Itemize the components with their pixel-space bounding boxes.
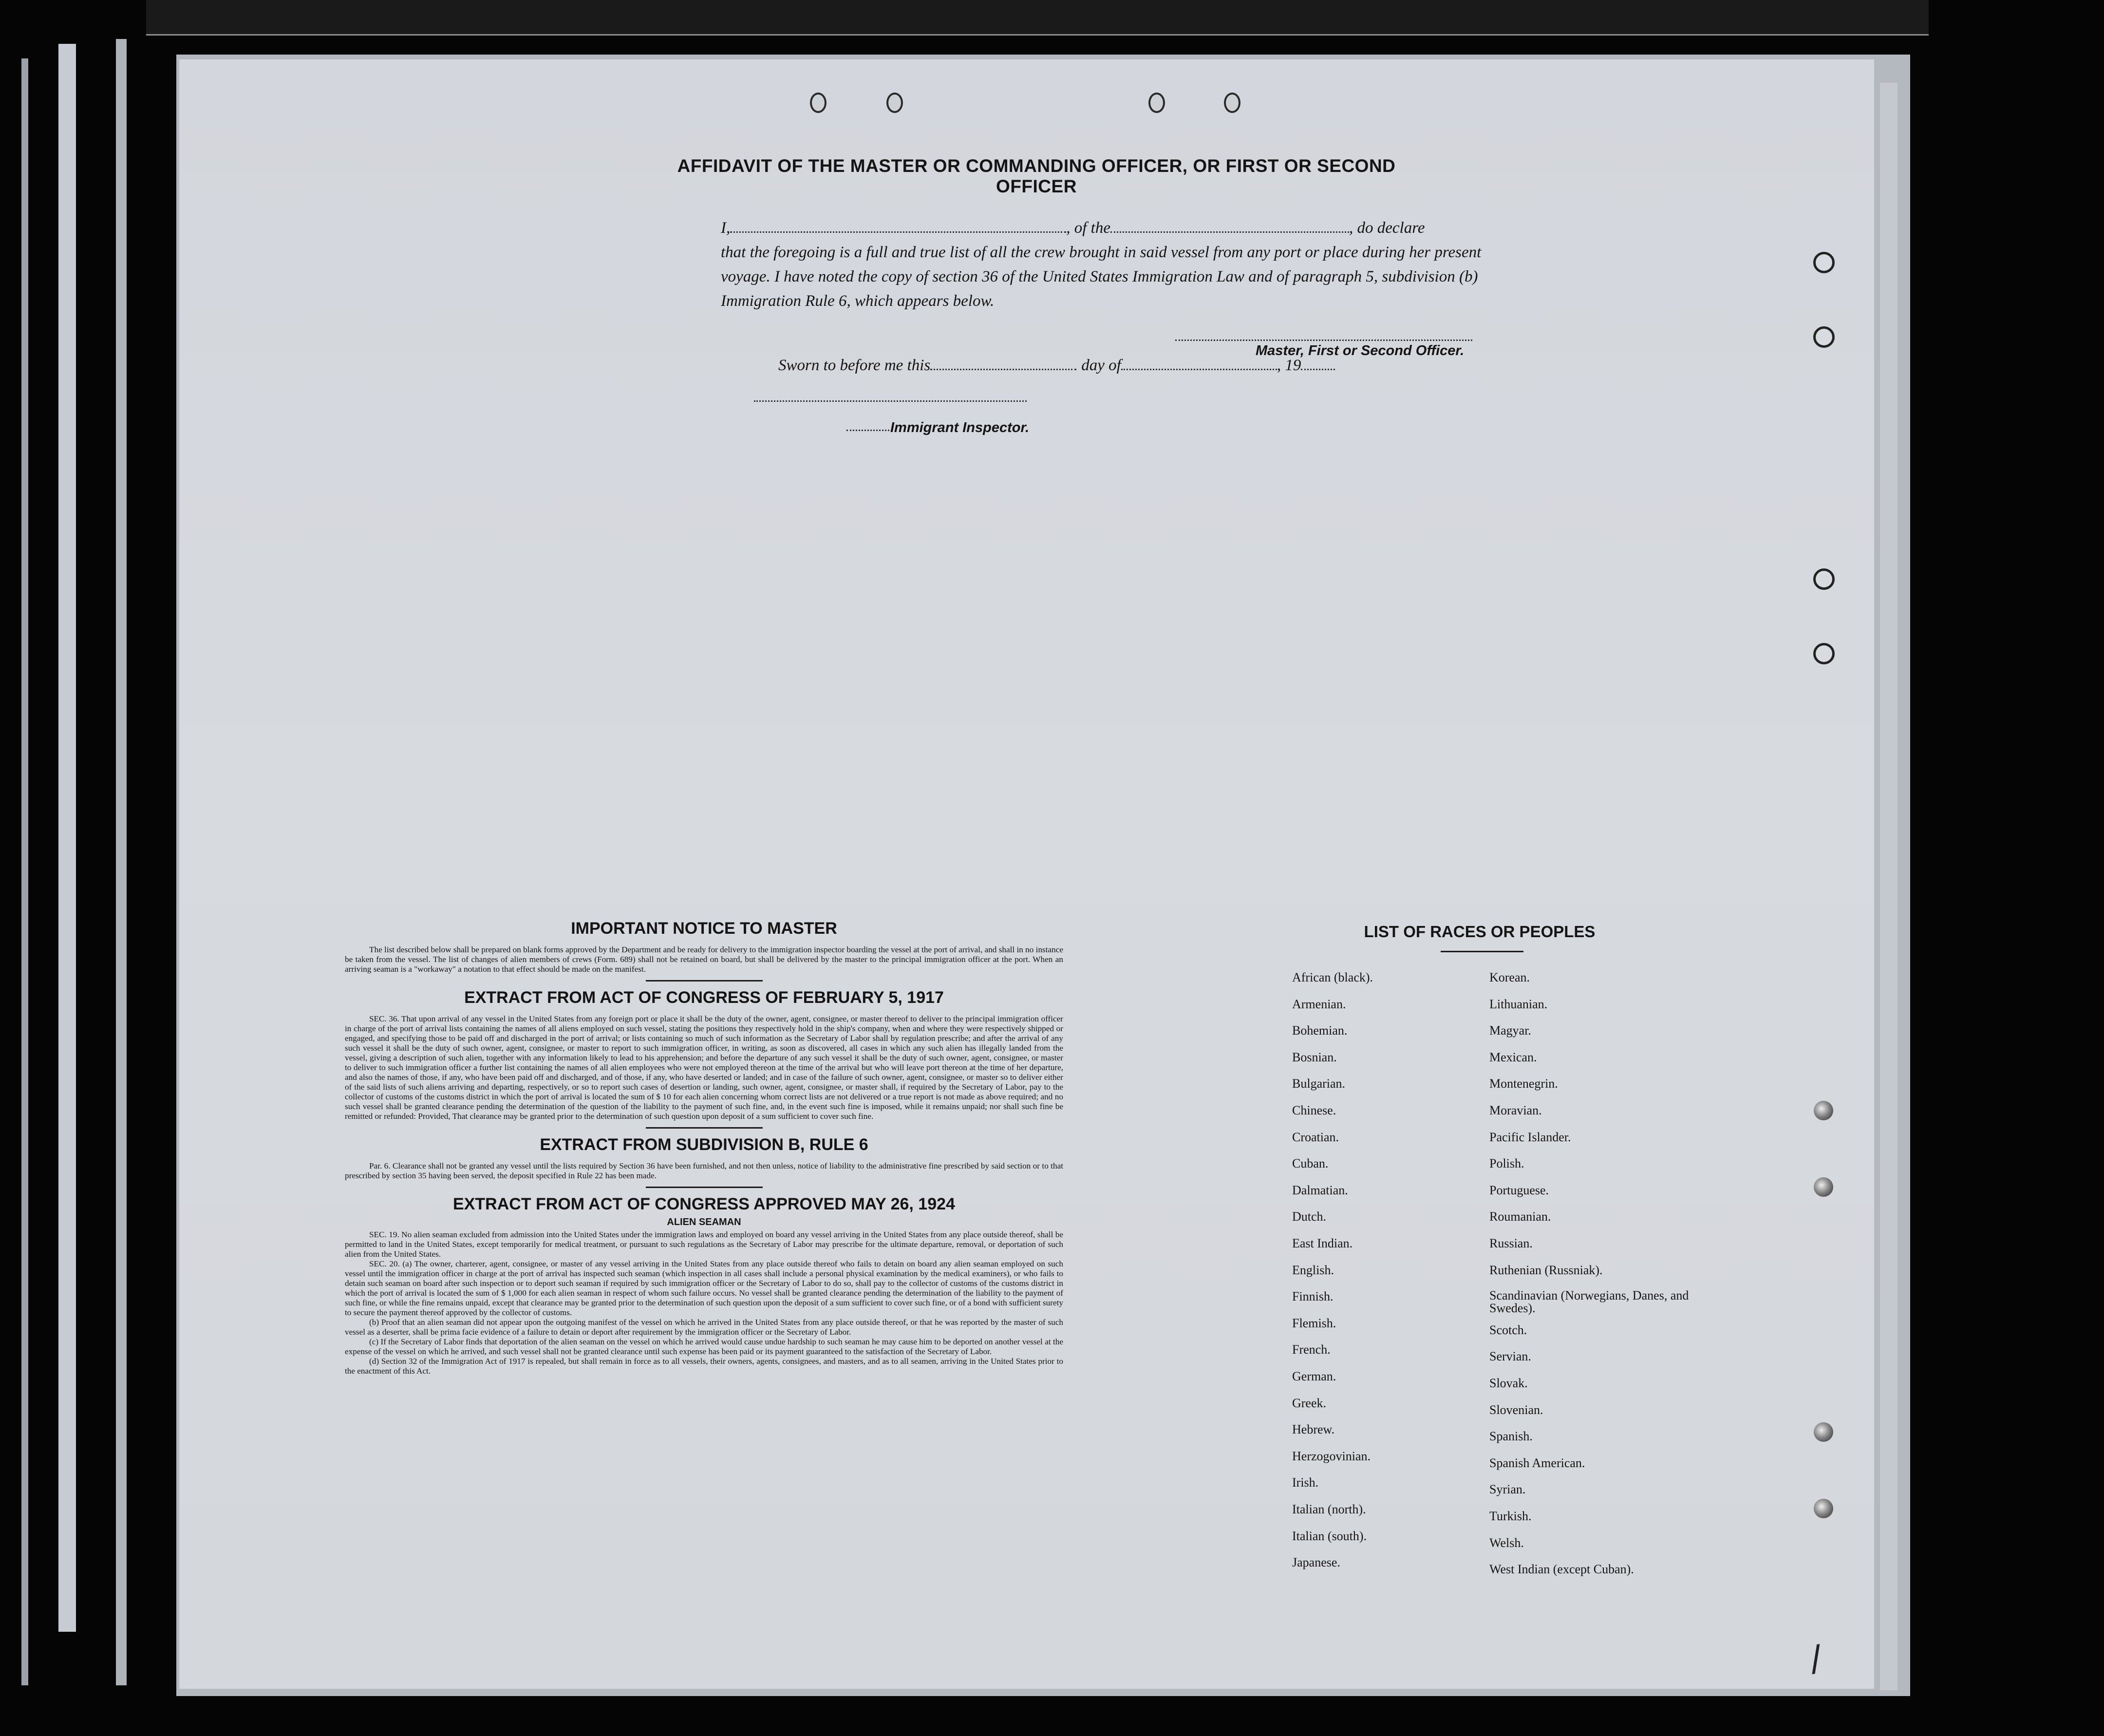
- race-item: Spanish.: [1489, 1429, 1533, 1443]
- extract-1917-title: EXTRACT FROM ACT OF CONGRESS OF FEBRUARY 5, 1917: [464, 988, 944, 1007]
- race-item: Slovenian.: [1489, 1403, 1543, 1417]
- binder-hole: [1813, 326, 1835, 348]
- race-item: Roumanian.: [1489, 1209, 1551, 1224]
- rule6-body: Par. 6. Clearance shall not be granted any vessel until the lists required by Section 36 have been furnished, and not then unless, notice of liability to the administrative fine prescribed by said section or to that prescribed by section 35 having been served, the deposit specified in Rule 22 has been made.: [345, 1161, 1063, 1180]
- blank-day: [930, 357, 1076, 370]
- race-item: Korean.: [1489, 970, 1530, 984]
- extract-1917-body: SEC. 36. That upon arrival of any vessel in the United States from any foreign port or place it shall be the duty of the owner, agent, consignee, or master thereof to deliver to the principal immigration officer in charge of the port of arrival lists containing the names of all aliens employed on such vessel, stating the positions they respectively hold in the ship's company, when and where they were respectively shipped or engaged, and specifying those to be paid off and discharged in the port of arrival; or lists containing so much of such information as the Secretary of Labor shall by regulation prescribe; and after the arrival of any such vessel it shall be the duty of such owner, agent, consignee, or master to report to such immigration officer, in writing, as soon as discovered, all cases in which any such alien has illegally landed from the vessel, giving a description of such alien, together with any information likely to lead to his apprehension; and before the departure of any such vessel it shall be the duty of such owner, agent, consignee, or master to deliver to such immigration officer a further list containing the names of all alien employees who were not employed thereon at the time of the arrival but who will leave port thereon at the time of her departure, and also the names of those, if any, who have been paid off and discharged, and of those, if any, who have deserted or landed; and in case of the failure of such owner, agent, consignee, or master so to deliver either of the said lists of such aliens arriving and departing, respectively, or so to report such cases of desertion or landing, such owner, agent, consignee, or master shall, if required by the Secretary of Labor, pay to the collector of customs of the customs district in which the port of arrival is located the sum of $ 10 for each alien concerning whom correct lists are not delivered or a true report is not made as above required; and no such vessel shall be granted clearance pending the determination of the question of the liability to the payment of such fine, and, in the event such fine is imposed, while it remains unpaid; nor shall such fine be remitted or refunded: Provided, That clearance may be granted prior to the determination of such question upon deposit of a sum sufficient to cover such fine.: [345, 1014, 1063, 1121]
- rivet: [1814, 1177, 1833, 1197]
- extract-1924-title: EXTRACT FROM ACT OF CONGRESS APPROVED MAY 26, 1924: [453, 1195, 955, 1213]
- sworn-line: [778, 357, 1335, 375]
- punch-hole: [886, 93, 903, 113]
- rivet: [1814, 1422, 1833, 1442]
- race-item: Hebrew.: [1292, 1422, 1335, 1436]
- race-item: Dalmatian.: [1292, 1183, 1348, 1197]
- sec20a-body: SEC. 20. (a) The owner, charterer, agent, consignee, or master of any vessel arriving in the United States from any place outside thereof who fails to detain on board any alien seaman employed on such vessel until the immigration officer in charge at the port of arrival has inspected such seaman (which inspection in all cases shall include a personal physical examination by the medical examiners), or who fails to detain such seaman on board after such inspection or to deport such seaman if required by such immigration officer or the Secretary of Labor to do so, shall pay to the collector of customs of the customs district in which the port of arrival is located the sum of $ 1,000 for each alien seaman in respect of whom such failure occurs. No vessel shall be granted clearance pending the determination of the liability to the payment of such fine, or while the fine remains unpaid, except that clearance may be granted prior to the determination of such question upon the deposit of a sum sufficient to cover such fine, or of a bond with sufficient surety to secure the payment thereof approved by the collector of customs.: [345, 1259, 1063, 1317]
- race-item: Bosnian.: [1292, 1050, 1337, 1064]
- page-edge: [58, 44, 76, 1632]
- race-item: Polish.: [1489, 1156, 1524, 1170]
- affidavit-line-2: that the foregoing is a full and true list of all the crew brought in said vessel from any port or place during her present: [721, 244, 1482, 261]
- race-item: Slovak.: [1489, 1376, 1528, 1390]
- blank-vessel: [1110, 220, 1349, 233]
- race-item: Servian.: [1489, 1349, 1531, 1363]
- race-item: Japanese.: [1292, 1555, 1340, 1569]
- race-item: Pacific Islander.: [1489, 1130, 1571, 1144]
- sec19-body: SEC. 19. No alien seaman excluded from admission into the United States under the immigration laws and employed on board any vessel arriving in the United States from any place outside thereof, shall be permitted to land in the United States, except temporarily for medical treatment, or pursuant to such regulations as the Secretary of Labor may prescribe for the ultimate departure, removal, or deportation of such alien from the United States.: [345, 1230, 1063, 1259]
- race-item: Russian.: [1489, 1236, 1533, 1250]
- race-item: French.: [1292, 1342, 1331, 1357]
- race-item: Flemish.: [1292, 1316, 1336, 1330]
- sec20b-body: (b) Proof that an alien seaman did not appear upon the outgoing manifest of the vessel on which he arrived in the United States from any place outside thereof, or that he was reported by the master of such vessel as a deserter, shall be prima facie evidence of a failure to detain or deport after requirement by the immigration officer or the Secretary of Labor.: [345, 1318, 1063, 1337]
- rivet: [1814, 1499, 1833, 1518]
- divider: [646, 980, 763, 981]
- race-item: Turkish.: [1489, 1509, 1532, 1523]
- race-item: German.: [1292, 1369, 1336, 1383]
- affidavit-line-3: voyage. I have noted the copy of section 36 of the United States Immigration Law and of paragraph 5, subdivision (b): [721, 268, 1478, 285]
- sec20d-body: (d) Section 32 of the Immigration Act of 1917 is repealed, but shall remain in force as to all vessels, their owners, agents, consignees, and masters, and as to all seamen, arriving in the United States prior to the enactment of this Act.: [345, 1357, 1063, 1376]
- race-item: Herzogovinian.: [1292, 1449, 1371, 1463]
- divider: [1441, 951, 1523, 952]
- notice-title: IMPORTANT NOTICE TO MASTER: [571, 919, 837, 938]
- race-item: Lithuanian.: [1489, 997, 1548, 1011]
- blank-year: [1301, 357, 1335, 370]
- binder-hole: [1813, 568, 1835, 590]
- document-page: [179, 59, 1874, 1689]
- race-item: Italian (north).: [1292, 1502, 1366, 1516]
- inspector-signature-line: [754, 400, 1027, 402]
- race-item: Cuban.: [1292, 1156, 1329, 1170]
- signature-line: [1175, 340, 1472, 341]
- race-item: Chinese.: [1292, 1103, 1336, 1117]
- race-item: Bulgarian.: [1292, 1076, 1346, 1091]
- signature-label: Master, First or Second Officer.: [1256, 343, 1465, 359]
- race-item: Ruthenian (Russniak).: [1489, 1263, 1603, 1277]
- notice-body: The list described below shall be prepared on blank forms approved by the Department and be ready for delivery to the immigration inspector boarding the vessel at the port of arrival, and shall in no instance be taken from the vessel. The list of changes of alien members of crews (Form. 689) shall not be retained on board, but shall be delivered by the master to the principal immigration officer at the port. When an arriving seaman is a "workaway" a notation to that effect should be made on the manifest.: [345, 945, 1063, 974]
- page-edge: [21, 58, 28, 1685]
- page-edge: [116, 39, 127, 1685]
- race-item: Greek.: [1292, 1396, 1327, 1410]
- races-title: LIST OF RACES OR PEOPLES: [1364, 923, 1596, 941]
- sworn-text: day of: [1081, 357, 1121, 374]
- page-edge: [1880, 83, 1897, 1690]
- alien-seaman-subtitle: ALIEN SEAMAN: [667, 1217, 741, 1227]
- punch-hole: [810, 93, 827, 113]
- divider: [646, 1127, 763, 1129]
- race-item: Armenian.: [1292, 997, 1346, 1011]
- blank-month: [1121, 357, 1277, 370]
- race-item: East Indian.: [1292, 1236, 1353, 1250]
- race-item: Magyar.: [1489, 1023, 1531, 1038]
- sworn-text: , 19: [1277, 357, 1301, 374]
- race-item: Italian (south).: [1292, 1529, 1367, 1543]
- race-item: Dutch.: [1292, 1209, 1327, 1224]
- race-item: African (black).: [1292, 970, 1373, 984]
- inspector-label: Immigrant Inspector.: [890, 420, 1030, 435]
- race-item: Finnish.: [1292, 1289, 1334, 1303]
- affidavit-line-4: Immigration Rule 6, which appears below.: [721, 292, 995, 310]
- punch-hole: [1148, 93, 1165, 113]
- binder-hole: [1813, 643, 1835, 664]
- punch-hole: [1224, 93, 1240, 113]
- affidavit-text: I,: [721, 219, 731, 237]
- race-item: Montenegrin.: [1489, 1076, 1558, 1091]
- blank-name: [730, 220, 1066, 233]
- inspector-dots: [846, 430, 889, 431]
- race-item: Syrian.: [1489, 1482, 1526, 1496]
- race-item: Bohemian.: [1292, 1023, 1348, 1038]
- sec20c-body: (c) If the Secretary of Labor finds that deportation of the alien seaman on the vessel on which he arrived would cause undue hardship to such seaman he may cause him to be deported on another vessel at the expense of the vessel on which he arrived, and such vessel shall not be granted clearance until such expense has been paid or its payment guaranteed to the satisfaction of the Secretary of Labor.: [345, 1337, 1063, 1356]
- binder-hole: [1813, 252, 1835, 273]
- race-item: Portuguese.: [1489, 1183, 1549, 1197]
- race-item: Irish.: [1292, 1475, 1319, 1490]
- race-item: Scotch.: [1489, 1323, 1527, 1337]
- notices-section: [345, 919, 1063, 1376]
- rivet: [1814, 1101, 1833, 1120]
- race-item: English.: [1292, 1263, 1334, 1277]
- handwritten-mark: /: [1807, 1637, 1824, 1679]
- top-border: [146, 0, 1929, 36]
- race-item: Mexican.: [1489, 1050, 1537, 1064]
- race-item: West Indian (except Cuban).: [1489, 1562, 1634, 1576]
- affidavit-text: , do declare: [1349, 219, 1425, 237]
- race-item: Scandinavian (Norwegians, Danes, and Swedes).: [1489, 1288, 1689, 1315]
- race-item: Croatian.: [1292, 1130, 1339, 1144]
- affidavit-line-1: [721, 219, 1425, 237]
- sworn-text: Sworn to before me this: [778, 357, 931, 374]
- divider: [646, 1187, 763, 1188]
- affidavit-title: AFFIDAVIT OF THE MASTER OR COMMANDING OFFICER, OR FIRST OR SECOND OFFICER: [677, 156, 1396, 196]
- race-item: Moravian.: [1489, 1103, 1542, 1117]
- race-item: Spanish American.: [1489, 1456, 1585, 1470]
- rule6-title: EXTRACT FROM SUBDIVISION B, RULE 6: [540, 1135, 868, 1154]
- race-item: Welsh.: [1489, 1536, 1524, 1550]
- affidavit-text: , of the: [1066, 219, 1110, 237]
